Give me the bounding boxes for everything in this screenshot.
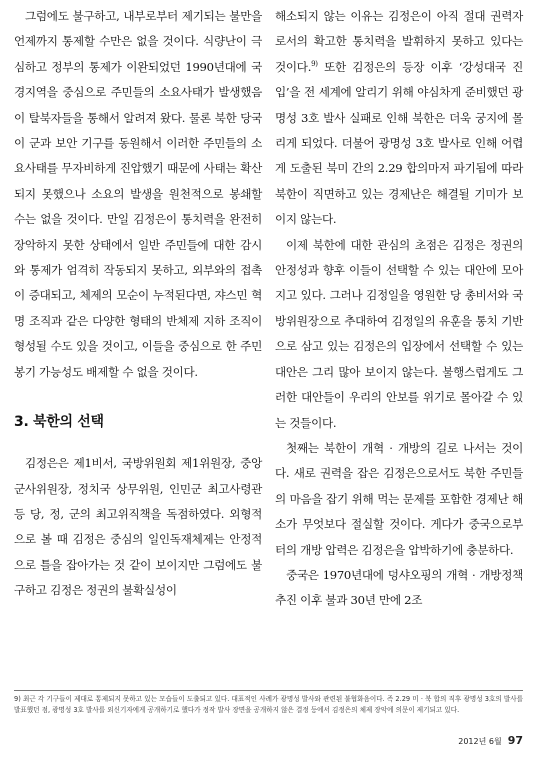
- left-column: [14, 4, 262, 604]
- right-column: [275, 4, 523, 614]
- footnote-marker[interactable]: 9): [311, 59, 318, 68]
- body-paragraph: 첫째는 북한이 개혁 · 개방의 길로 나서는 것이다. 새로 권력을 잡은 김정은으로서도 북한 주민들의 마음을 잡기 위해 먹는 문제를 포함한 경제난 해소가 무엇보다 절실할 것이다. 게다가 중국으로부터의 개방 압력은 김정은을 압박하기에 충분하다.: [275, 440, 523, 557]
- body-paragraph: [275, 4, 523, 233]
- issue-date: 2012년 6월: [458, 737, 502, 746]
- body-paragraph: 중국은 1970년대에 덩샤오핑의 개혁 · 개방정책 추진 이후 불과 30년 만에 2조: [275, 567, 523, 608]
- body-text: 해소되지 않는 이유는 김정은이 아직 절대 권력자로서의 확고한 통치력을 발휘하지 못하고 있다는 것이다.: [275, 9, 523, 74]
- body-text: 또한 김정은의 등장 이후 ‘강성대국 진입’을 전 세계에 알리기 위해 야심차게 준비했던 광명성 3호 발사 실패로 인해 북한은 더욱 궁지에 몰리게 되었다. 더불어 광명성 3호 발사로 인해 어렵게 도출된 북미 간의 2.29 합의마저 파기됨에 따라 북한이 직면하고 있는 경제난은 해결될 기미가 보이지 않는다.: [275, 59, 523, 227]
- section-heading: 3. 북한의 선택: [14, 414, 104, 431]
- footnote: 9) 최근 각 기구들이 제대로 통제되지 못하고 있는 모습들이 도출되고 있다. 대표적인 사례가 광명성 발사와 관련된 불협화음이다. 즉 2.29 미 · 북 합의 직후 광명성 3호의 발사를 발표했던 점, 광명성 3호 발사를 외신기자에게 공개하기로 했다가 정작 발사 장면을 공개하지 않은 결정 등에서 김정은의 체제 장악에 의문이 제기되고 있다.: [14, 695, 523, 714]
- body-paragraph: 이제 북한에 대한 관심의 초점은 김정은 정권의 안정성과 향후 이들이 선택할 수 있는 대안에 모아지고 있다. 그러나 김정일을 영원한 당 총비서와 국방위원장으로 추대하여 김정일의 유훈을 통치 기반으로 삼고 있는 김정은의 입장에서 선택할 수 있는 대안은 그리 많아 보이지 않는다. 불행스럽게도 그러한 대안들이 우리의 안보를 위기로 몰아갈 수 있는 것들이다.: [275, 237, 523, 430]
- body-paragraph: 김정은은 제1비서, 국방위원회 제1위원장, 중앙군사위원장, 정치국 상무위원, 인민군 최고사령관 등 당, 정, 군의 최고위직책을 독점하였다. 외형적으로 볼 때 김정은 중심의 일인독재체제는 안정적으로 틀을 잡아가는 것 같이 보이지만 그럼에도 불구하고 김정은 정권의 불확실성이: [14, 456, 262, 598]
- page-footer: [458, 734, 523, 747]
- footnote-divider: [14, 690, 523, 691]
- page-number: 97: [507, 734, 523, 747]
- body-paragraph: 그럼에도 불구하고, 내부로부터 제기되는 불만을 언제까지 통제할 수만은 없을 것이다. 식량난이 극심하고 정부의 통제가 이완되었던 1990년대에 국경지역을 중심으로 주민들의 소요사태가 발생했음이 탈북자들을 통해서 알려져 왔다. 물론 북한 당국이 군과 보안 기구를 동원해서 이러한 주민들의 소요사태를 무자비하게 진압했기 때문에 사태는 확산되지 못했으나 소요의 발생을 원천적으로 봉쇄할 수는 없을 것이다. 만일 김정은이 통치력을 완전히 장악하지 못한 상태에서 일반 주민들에 대한 감시와 통제가 엄격히 작동되지 못하고, 외부와의 접촉이 증대되고, 체제의 모순이 누적된다면, 쟈스민 혁명 조직과 같은 다양한 형태의 반체제 지하 조직이 형성될 수도 있을 것이고, 이들을 중심으로 한 주민봉기 가능성도 배제할 수 없을 것이다.: [14, 9, 262, 379]
